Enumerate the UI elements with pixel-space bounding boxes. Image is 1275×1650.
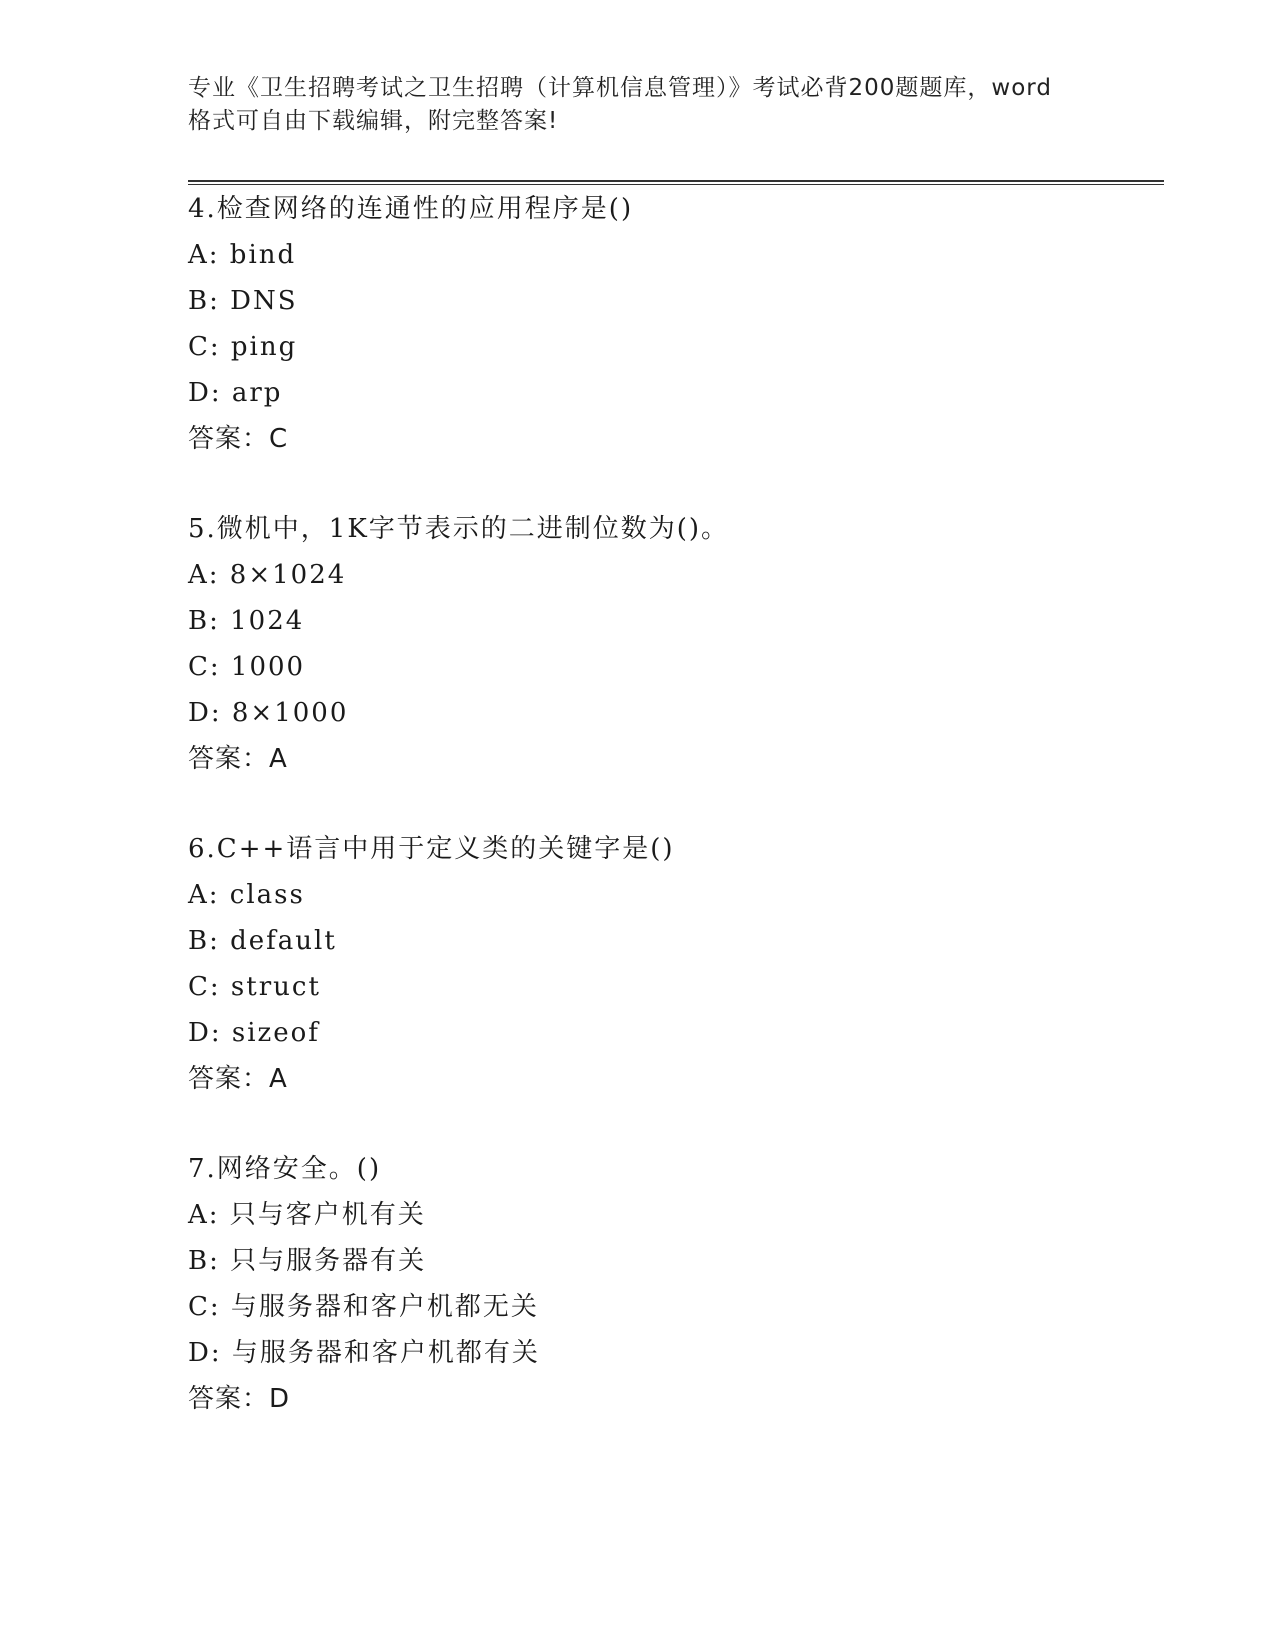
option-c: C: 与服务器和客户机都无关 <box>188 1292 539 1322</box>
question-block <box>188 506 1148 782</box>
answer-text: 答案：D <box>188 1384 291 1414</box>
header-divider <box>188 180 1164 185</box>
option-c: C: struct <box>188 972 321 1002</box>
answer-text: 答案：A <box>188 1064 288 1094</box>
question-stem: 5.微机中，1K字节表示的二进制位数为()。 <box>188 514 730 544</box>
question-stem: 4.检查网络的连通性的应用程序是() <box>188 194 634 224</box>
option-a: A: bind <box>188 240 297 270</box>
question-stem: 7.网络安全。() <box>188 1154 382 1184</box>
option-d: D: sizeof <box>188 1018 320 1048</box>
option-b: B: DNS <box>188 286 298 316</box>
header-line-2: 格式可自由下载编辑，附完整答案! <box>188 108 559 134</box>
answer-text: 答案：A <box>188 744 288 774</box>
option-d: D: 与服务器和客户机都有关 <box>188 1338 540 1368</box>
document-header <box>188 72 1108 138</box>
question-stem: 6.C++语言中用于定义类的关键字是() <box>188 834 675 864</box>
question-block <box>188 826 1148 1102</box>
question-block <box>188 1146 1148 1422</box>
option-c: C: ping <box>188 332 298 362</box>
option-b: B: 1024 <box>188 606 305 636</box>
option-a: A: class <box>188 880 305 910</box>
option-a: A: 8×1024 <box>188 560 347 590</box>
option-b: B: default <box>188 926 337 956</box>
answer-text: 答案：C <box>188 424 289 454</box>
option-c: C: 1000 <box>188 652 306 682</box>
option-a: A: 只与客户机有关 <box>188 1200 426 1230</box>
option-d: D: arp <box>188 378 283 408</box>
header-line-1: 专业《卫生招聘考试之卫生招聘（计算机信息管理）》考试必背200题题库，word <box>188 75 1052 101</box>
option-b: B: 只与服务器有关 <box>188 1246 427 1276</box>
question-block <box>188 186 1148 462</box>
option-d: D: 8×1000 <box>188 698 349 728</box>
